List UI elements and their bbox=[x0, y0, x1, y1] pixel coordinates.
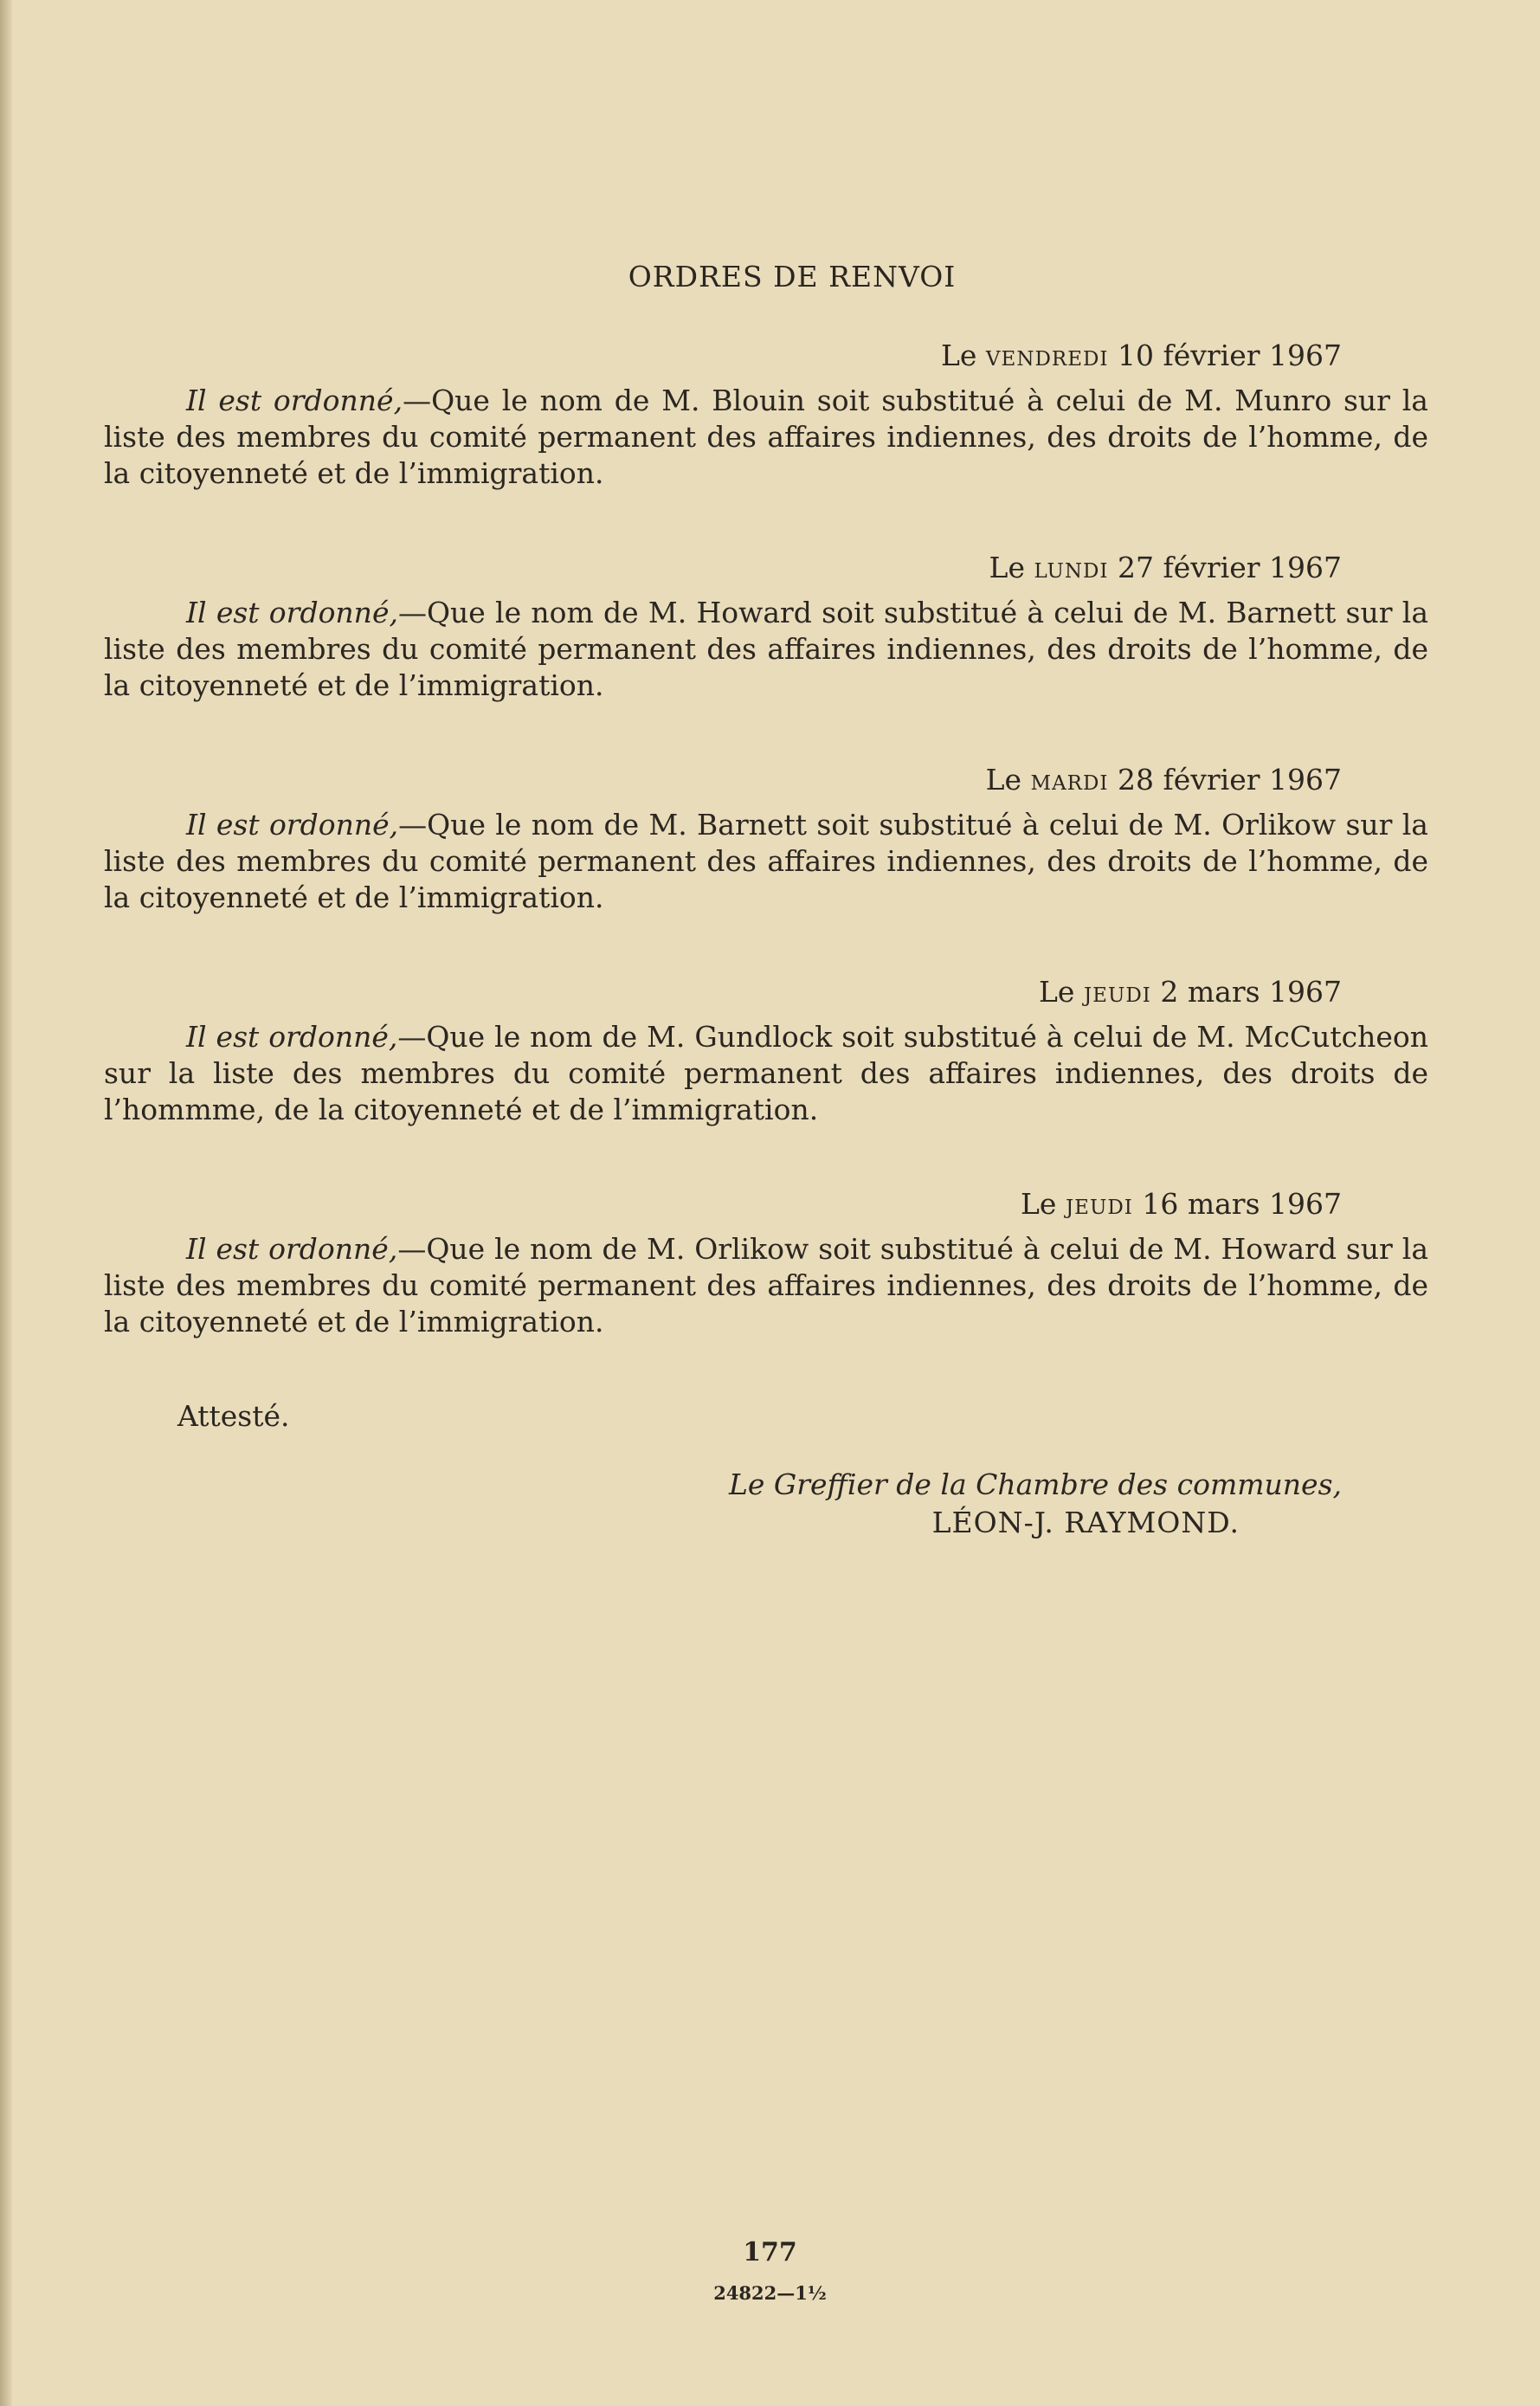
signature-title: Le Greffier de la Chambre des communes, bbox=[728, 1467, 1342, 1501]
date-rest: 28 février 1967 bbox=[1108, 763, 1342, 797]
weekday: jeudi bbox=[1065, 1187, 1133, 1221]
signature-name: LÉON-J. RAYMOND. bbox=[931, 1506, 1240, 1539]
order-text bbox=[104, 1231, 1428, 1340]
print-code: 24822—1½ bbox=[713, 2282, 827, 2304]
page-heading: ORDRES DE RENVOI bbox=[628, 260, 957, 293]
order-5 bbox=[104, 1187, 1428, 1340]
order-body-text: —Que le nom de M. Gundlock soit substitué à celui de M. McCutcheon sur la liste des membres du comité permanent des affaires indiennes, des droits de l’hommme, de la citoyenneté et de l’immigration. bbox=[104, 1020, 1428, 1126]
order-body-text: —Que le nom de M. Blouin soit substitué à celui de M. Munro sur la liste des membres du comité permanent des affaires indiennes, des droits de l’homme, de la citoyenneté et de l’immigration. bbox=[104, 384, 1428, 490]
date-rest: 2 mars 1967 bbox=[1150, 975, 1342, 1009]
weekday: mardi bbox=[1030, 763, 1109, 797]
weekday: lundi bbox=[1034, 551, 1109, 584]
date-rest: 16 mars 1967 bbox=[1132, 1187, 1342, 1221]
date-prefix: Le bbox=[940, 339, 986, 372]
attest-line: Attesté. bbox=[177, 1399, 290, 1433]
date-rest: 10 février 1967 bbox=[1108, 339, 1342, 372]
page-edge bbox=[0, 0, 12, 2406]
date-prefix: Le bbox=[1039, 975, 1084, 1009]
order-lead: Il est ordonné, bbox=[186, 1232, 398, 1266]
order-2 bbox=[104, 551, 1428, 704]
order-text bbox=[104, 595, 1428, 704]
order-body-text: —Que le nom de M. Howard soit substitué à celui de M. Barnett sur la liste des membres du comité permanent des affaires indiennes, des droits de l’homme, de la citoyenneté et de l’immigration. bbox=[104, 596, 1428, 702]
order-3 bbox=[104, 763, 1428, 916]
order-date bbox=[104, 339, 1428, 372]
date-rest: 27 février 1967 bbox=[1108, 551, 1342, 584]
order-date bbox=[104, 975, 1428, 1009]
order-1 bbox=[104, 339, 1428, 492]
order-lead: Il est ordonné, bbox=[186, 1020, 398, 1054]
weekday: jeudi bbox=[1083, 975, 1151, 1009]
document-content bbox=[104, 260, 1428, 1542]
order-text bbox=[104, 383, 1428, 492]
order-date bbox=[104, 551, 1428, 584]
order-4 bbox=[104, 975, 1428, 1128]
order-text bbox=[104, 807, 1428, 916]
weekday: vendredi bbox=[985, 339, 1109, 372]
order-lead: Il est ordonné, bbox=[186, 808, 399, 842]
date-prefix: Le bbox=[985, 763, 1031, 797]
order-date bbox=[104, 1187, 1428, 1221]
order-body-text: —Que le nom de M. Barnett soit substitué à celui de M. Orlikow sur la liste des membres du comité permanent des affaires indiennes, des droits de l’homme, de la citoyenneté et de l’immigration. bbox=[104, 808, 1428, 914]
order-lead: Il est ordonné, bbox=[186, 384, 403, 417]
order-body-text: —Que le nom de M. Orlikow soit substitué à celui de M. Howard sur la liste des membres du comité permanent des affaires indiennes, des droits de l’homme, de la citoyenneté et de l’immigration. bbox=[104, 1232, 1428, 1338]
order-date bbox=[104, 763, 1428, 797]
order-lead: Il est ordonné, bbox=[186, 596, 398, 629]
page-number: 177 bbox=[743, 2237, 797, 2267]
order-text bbox=[104, 1019, 1428, 1128]
signature-block bbox=[104, 1466, 1428, 1542]
date-prefix: Le bbox=[1021, 1187, 1066, 1221]
date-prefix: Le bbox=[989, 551, 1034, 584]
